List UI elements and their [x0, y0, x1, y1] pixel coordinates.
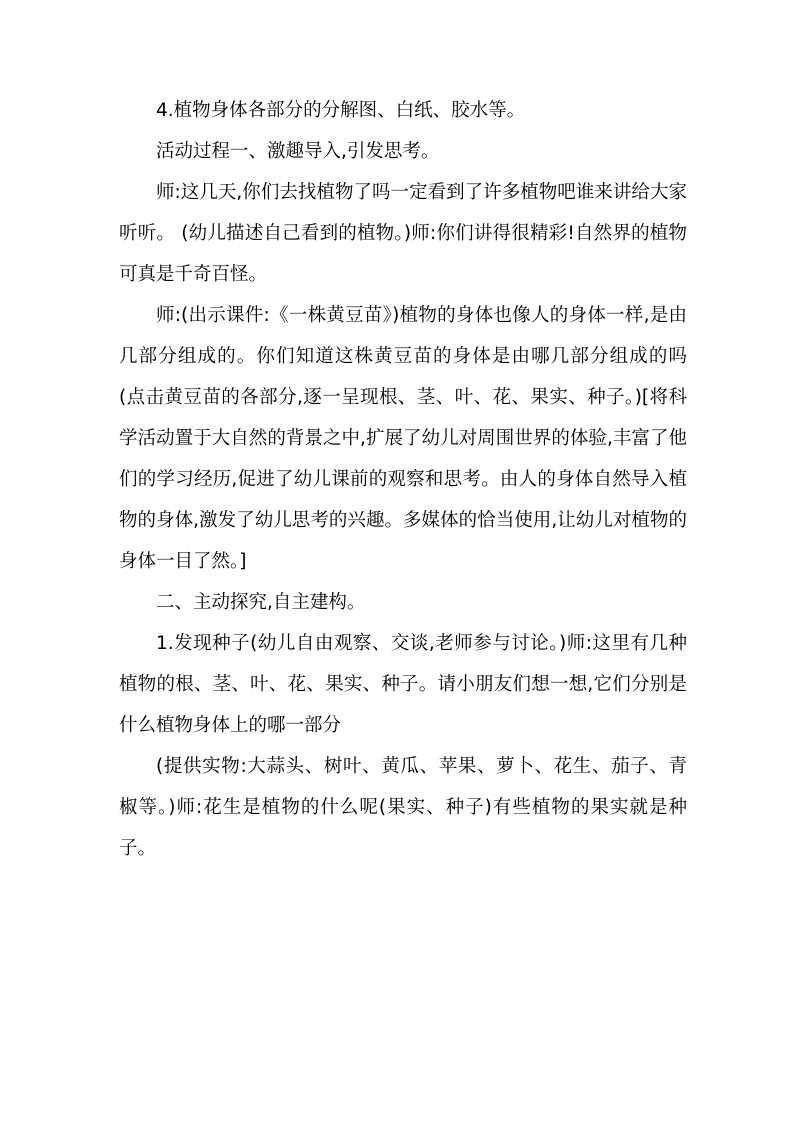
paragraph-activity-step-one: 活动过程一、激趣导入,引发思考。	[156, 141, 440, 162]
paragraph-activity-step-two: 二、主动探究,自主建构。	[156, 592, 366, 613]
document-body	[119, 90, 687, 869]
paragraph-materials: 4.植物身体各部分的分解图、白纸、胶水等。	[156, 100, 526, 121]
paragraph-teacher-intro: 师:这几天,你们去找植物了吗一定看到了许多植物吧谁来讲给大家听听。 (幼儿描述自己看到的植物。)师:你们讲得很精彩!自然界的植物可真是千奇百怪。	[119, 182, 687, 285]
paragraph-courseware: 师:(出示课件:《一株黄豆苗》)植物的身体也像人的身体一样,是由几部分组成的。你们知道这株黄豆苗的身体是由哪几部分组成的吗 (点击黄豆苗的各部分,逐一呈现根、茎、叶、花、果实、种子。)[将科学活动置于大自然的背景之中,扩展了幼儿对周围世界的体验,丰富了他们的学习经历,促进了幼儿课前的观察和思考。由人的身体自然导入植物的身体,激发了幼儿思考的兴趣。多媒体的恰当使用,让幼儿对植物的身体一目了然。]	[119, 305, 687, 572]
paragraph-discover-seeds: 1.发现种子(幼儿自由观察、交谈,老师参与讨论。)师:这里有几种植物的根、茎、叶、花、果实、种子。请小朋友们想一想,它们分别是什么植物身体上的哪一部分	[119, 633, 687, 736]
paragraph-real-objects: (提供实物:大蒜头、树叶、黄瓜、苹果、萝卜、花生、茄子、青椒等。)师:花生是植物的什么呢(果实、种子)有些植物的果实就是种子。	[119, 756, 687, 859]
